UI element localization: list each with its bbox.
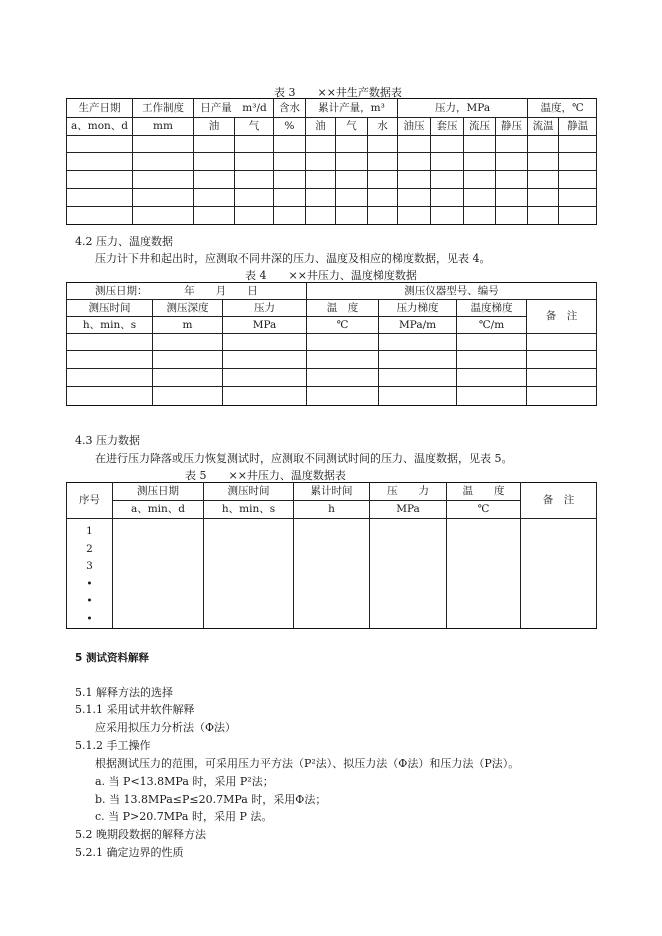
t5-h-time: 测压时间: [204, 483, 294, 501]
section-5-title: 5 测试资料解释: [75, 652, 149, 664]
t4-h-remarks: 备 注: [527, 300, 597, 334]
t3-u-flowing-pressure: 流压: [464, 118, 496, 136]
t4-instrument-label: 测压仪器型号、编号: [307, 283, 597, 300]
t3-h-pressure: 压力，MPa: [398, 99, 528, 118]
t3-u-gas: 气: [235, 118, 274, 136]
table-row: [67, 189, 597, 207]
t3-u-flowing-temp: 流温: [528, 118, 559, 136]
t4-h-time: 测压时间: [67, 300, 153, 317]
table4: [66, 282, 597, 406]
section-5-1-2-title: 5.1.2 手工操作: [75, 739, 151, 752]
table-row: [67, 351, 597, 369]
t5-row-index: •: [86, 577, 93, 590]
list-item: c. 当 P>20.7MPa 时，采用 P 法。: [95, 810, 273, 823]
t5-row-index: •: [86, 612, 93, 625]
t4-h-temperature: 温 度: [307, 300, 379, 317]
table3: [66, 98, 597, 225]
t4-date-label: 测压日期： 年 月 日: [67, 283, 307, 300]
table-row: [67, 519, 597, 629]
t4-u-depth: m: [153, 317, 223, 334]
t5-h-date: 测压日期: [113, 483, 204, 501]
table4-caption: 表 4 ××井压力、温度梯度数据: [245, 269, 417, 282]
table3-caption: 表 3 ××井生产数据表: [274, 86, 402, 99]
t3-u-cum-oil: 油: [306, 118, 336, 136]
section-4-3-title: 4.3 压力数据: [75, 434, 140, 447]
t5-u-pressure: MPa: [370, 501, 447, 519]
t5-u-time: h、min、s: [204, 501, 294, 519]
section-4-2-title: 4.2 压力、温度数据: [75, 235, 173, 248]
t5-h-temperature: 温 度: [447, 483, 521, 501]
t3-u-water-pct: %: [274, 118, 306, 136]
t3-u-static-temp: 静温: [559, 118, 597, 136]
t5-row-index: 1: [86, 525, 93, 537]
t4-u-temp-gradient: ℃/m: [457, 317, 527, 334]
t3-h-daily: 日产量 m³/d: [194, 99, 274, 118]
table-row: [67, 136, 597, 153]
t4-h-temp-gradient: 温度梯度: [457, 300, 527, 317]
table-row: [67, 387, 597, 406]
t3-u-oil: 油: [194, 118, 235, 136]
t4-h-depth: 测压深度: [153, 300, 223, 317]
t5-row-index: •: [86, 595, 93, 607]
t3-u-static-pressure: 静压: [496, 118, 528, 136]
t4-h-pressure-gradient: 压力梯度: [379, 300, 457, 317]
t5-row-index: 3: [86, 560, 93, 572]
t5-u-temperature: ℃: [447, 501, 521, 519]
t3-u-cum-water: 水: [368, 118, 398, 136]
t5-row-index: 2: [86, 542, 93, 555]
table-row: [67, 207, 597, 225]
section-5-1-1-title: 5.1.1 采用试井软件解释: [75, 703, 195, 716]
t5-u-date: a、min、d: [113, 501, 204, 519]
t5-h-remarks: 备 注: [521, 483, 597, 519]
t5-h-cumulative-time: 累计时间: [294, 483, 370, 501]
t3-h-cumulative: 累计产量，m³: [306, 99, 398, 118]
t5-u-cumulative-time: h: [294, 501, 370, 519]
list-item: a. 当 P<13.8MPa 时，采用 P²法；: [95, 775, 274, 788]
table-row: [67, 153, 597, 171]
table-row: [67, 334, 597, 351]
table-row: [67, 369, 597, 387]
section-5-2-title: 5.2 晚期段数据的解释方法: [75, 828, 206, 841]
t5-h-index: 序号: [67, 483, 113, 519]
list-item: b. 当 13.8MPa≤P≤20.7MPa 时，采用Φ法；: [95, 793, 327, 806]
section-4-2-text: 压力计下井和起出时，应测取不同井深的压力、温度及相应的梯度数据，见表 4。: [95, 252, 491, 265]
table5: [66, 482, 597, 629]
t3-h-temperature: 温度，℃: [528, 99, 597, 118]
t3-h-water: 含水: [274, 99, 306, 118]
section-5-1-title: 5.1 解释方法的选择: [75, 686, 173, 699]
t4-u-pressure-gradient: MPa/m: [379, 317, 457, 334]
table-row: [67, 171, 597, 189]
table5-caption: 表 5 ××井压力、温度数据表: [185, 469, 346, 482]
t4-h-pressure: 压力: [223, 300, 307, 317]
t3-u-tubing-pressure: 油压: [398, 118, 431, 136]
t3-h-regime: 工作制度: [133, 99, 194, 118]
t3-u-regime: mm: [133, 118, 194, 136]
t3-u-cum-gas: 气: [336, 118, 368, 136]
t3-u-date: a、mon、d: [67, 118, 133, 136]
t3-u-casing-pressure: 套压: [431, 118, 464, 136]
t4-u-temperature: ℃: [307, 317, 379, 334]
t5-h-pressure: 压 力: [370, 483, 447, 501]
section-4-3-text: 在进行压力降落或压力恢复测试时，应测取不同测试时间的压力、温度数据，见表 5。: [95, 452, 513, 465]
t3-h-date: 生产日期: [67, 99, 133, 118]
section-5-1-1-text: 应采用拟压力分析法（Φ法）: [95, 721, 237, 734]
t4-u-pressure: MPa: [223, 317, 307, 334]
section-5-1-2-text: 根据测试压力的范围，可采用压力平方法（P²法）、拟压力法（Φ法）和压力法（P法）。: [95, 757, 520, 770]
section-5-2-1-title: 5.2.1 确定边界的性质: [75, 846, 184, 859]
t4-u-time: h、min、s: [67, 317, 153, 334]
